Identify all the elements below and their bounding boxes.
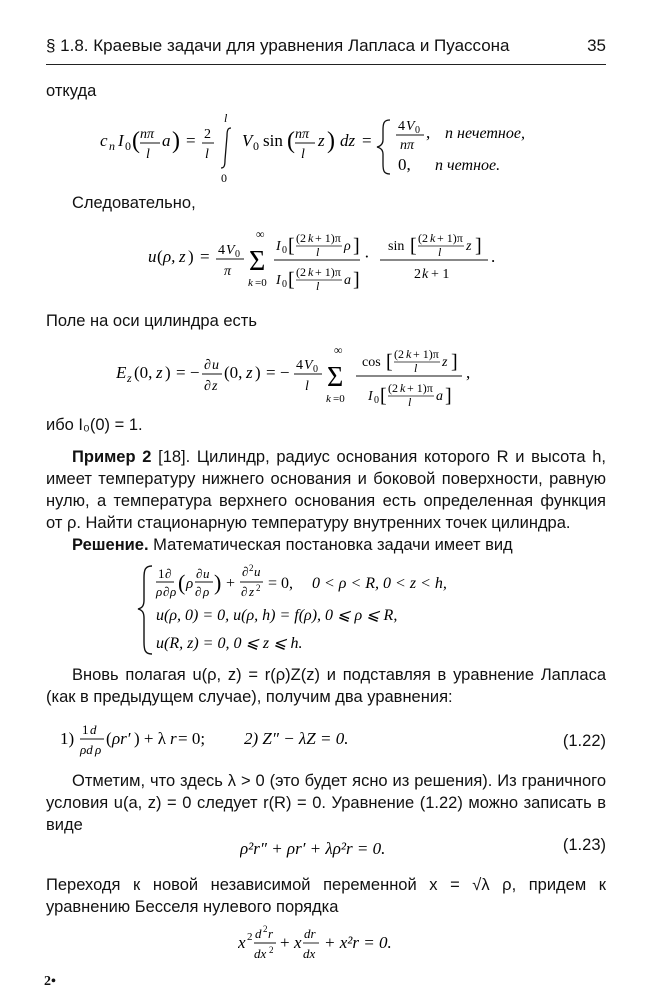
- svg-text:∂: ∂: [242, 564, 249, 579]
- svg-text:0: 0: [282, 245, 287, 256]
- equation-number-1-23: (1.23): [562, 836, 606, 854]
- svg-text:[: [: [288, 235, 295, 257]
- svg-text:d: d: [255, 926, 262, 941]
- svg-text:l: l: [146, 147, 150, 162]
- svg-text:): ): [214, 570, 222, 595]
- svg-text:=: =: [186, 131, 196, 150]
- svg-text:+ 1)π: + 1)π: [413, 347, 439, 361]
- section-title: § 1.8. Краевые задачи для уравнения Лапласа и Пуассона: [46, 36, 510, 55]
- svg-text:l: l: [438, 245, 442, 259]
- svg-text:π: π: [224, 264, 232, 279]
- svg-text:I: I: [118, 131, 124, 150]
- svg-text:+: +: [226, 575, 236, 592]
- svg-text:l: l: [205, 147, 209, 162]
- paragraph-otkuda: откуда: [46, 82, 97, 100]
- svg-text:u: u: [254, 564, 261, 579]
- solution-body: Математическая постановка задачи имеет вид: [148, 536, 513, 554]
- svg-text:]: ]: [353, 269, 360, 291]
- paragraph-otmetim: Отметим, что здесь λ > 0 (это будет ясно из решения). Из граничного условия u(a, z) = 0 следует r(R) = 0. Уравнение (1.22) можно записать в виде: [46, 772, 606, 834]
- svg-text:V: V: [242, 131, 253, 150]
- svg-text:∂: ∂: [204, 358, 211, 373]
- svg-text:l: l: [414, 361, 418, 375]
- svg-text:nπ: nπ: [295, 127, 310, 142]
- equation-number-1-22: (1.22): [562, 732, 606, 750]
- svg-text:): ): [255, 363, 261, 382]
- svg-text:x: x: [294, 933, 302, 952]
- svg-text:2: 2: [204, 127, 211, 142]
- svg-text:nπ: nπ: [400, 138, 415, 153]
- svg-text:): ): [165, 363, 171, 382]
- svg-text:ρ: ρ: [156, 584, 163, 599]
- svg-text:ρ: ρ: [186, 576, 194, 592]
- svg-text:∞: ∞: [256, 227, 265, 241]
- svg-text:2: 2: [247, 931, 253, 943]
- svg-text:ρ: ρ: [203, 584, 210, 599]
- svg-text:(0,: (0,: [134, 363, 153, 382]
- example-label: Пример 2: [72, 448, 152, 466]
- svg-text:k: k: [422, 267, 429, 282]
- svg-text:∂: ∂: [241, 584, 248, 599]
- svg-text:.: .: [491, 247, 496, 266]
- case-odd-label: n нечетное,: [445, 125, 525, 142]
- svg-text:x: x: [238, 933, 246, 952]
- svg-text:r: r: [170, 729, 177, 748]
- svg-text:) + λ: ) + λ: [134, 729, 166, 748]
- paragraph-sledovatelno: Следовательно,: [72, 194, 196, 212]
- svg-text:a: a: [344, 273, 351, 288]
- svg-text:ρr′: ρr′: [112, 729, 131, 748]
- svg-text:1: 1: [158, 566, 165, 581]
- svg-text:u: u: [203, 566, 210, 581]
- svg-text:(: (: [132, 128, 140, 154]
- svg-text:c: c: [100, 131, 108, 150]
- svg-text:k: k: [308, 231, 314, 245]
- svg-text:V: V: [304, 358, 313, 373]
- svg-text:2: 2: [414, 267, 421, 282]
- svg-text:+ 1)π: + 1)π: [437, 231, 463, 245]
- eq123-text: ρ²r″ + ρr′ + λρ²r = 0.: [240, 839, 386, 858]
- svg-text:E: E: [116, 363, 127, 382]
- case-even-label: n четное.: [435, 157, 501, 174]
- formula-1-22: [60, 716, 400, 762]
- svg-text:sin: sin: [388, 239, 405, 254]
- svg-text:nπ: nπ: [140, 127, 155, 142]
- svg-text:l: l: [316, 245, 320, 259]
- svg-text:Σ: Σ: [249, 246, 266, 277]
- svg-text:sin: sin: [263, 131, 283, 150]
- svg-text:ρ: ρ: [170, 584, 177, 599]
- example-body: [18]. Цилиндр, радиус основания которого R и высота h, имеет температуру нижнего основания и боковой поверхности, равную нулю, а температура верхнего основания есть определенная функция от ρ. Найти стационарную температуру внутренних точек цилиндра.: [46, 448, 606, 532]
- svg-text:k: k: [400, 381, 406, 395]
- svg-text:z: z: [127, 371, 132, 385]
- svg-text:1): 1): [60, 729, 75, 748]
- svg-text:z: z: [246, 363, 253, 382]
- svg-text:4: 4: [218, 243, 225, 258]
- paragraph-vnov: Вновь полагая u(ρ, z) = r(ρ)Z(z) и подставляя в уравнение Лапласа (как в предыдущем случае), получим два уравнения:: [46, 666, 606, 706]
- svg-text:ρd: ρd: [80, 742, 93, 757]
- formula-cn: [100, 108, 560, 188]
- svg-text:=0: =0: [255, 277, 267, 289]
- svg-text:0: 0: [253, 139, 259, 153]
- svg-text:(2: (2: [418, 231, 428, 245]
- svg-text:+: +: [280, 933, 290, 952]
- svg-text:z: z: [442, 355, 448, 370]
- svg-text:2: 2: [249, 563, 254, 573]
- svg-text:dx: dx: [303, 946, 316, 961]
- signature-mark: 2•: [44, 974, 56, 989]
- header-divider: [46, 64, 606, 65]
- svg-text:V: V: [226, 243, 235, 258]
- svg-text:]: ]: [353, 235, 360, 257]
- system-line2: u(ρ, 0) = 0, u(ρ, h) = f(ρ), 0 ⩽ ρ ⩽ R,: [156, 607, 398, 624]
- svg-text:(2: (2: [394, 347, 404, 361]
- svg-text:∂: ∂: [195, 584, 202, 599]
- svg-text:I: I: [276, 273, 281, 288]
- paragraph-pole: Поле на оси цилиндра есть: [46, 312, 257, 330]
- formula-1-23: [240, 830, 460, 862]
- svg-text:): ): [172, 128, 180, 154]
- svg-text:= 0;: = 0;: [178, 729, 206, 748]
- svg-text:l: l: [408, 395, 412, 409]
- svg-text:0: 0: [221, 171, 227, 185]
- svg-text:[: [: [410, 235, 417, 257]
- svg-text:l: l: [316, 279, 320, 293]
- svg-text:+ 1)π: + 1)π: [315, 265, 341, 279]
- svg-text:2: 2: [263, 924, 268, 934]
- svg-text:k: k: [326, 393, 331, 405]
- svg-text:z: z: [212, 379, 218, 394]
- svg-text:= −: = −: [176, 363, 200, 382]
- svg-text:z: z: [249, 584, 255, 599]
- svg-text:cos: cos: [362, 355, 381, 370]
- svg-text:=: =: [200, 247, 210, 266]
- svg-text:): ): [188, 247, 194, 266]
- svg-text:]: ]: [475, 235, 482, 257]
- svg-text:(: (: [157, 247, 163, 266]
- svg-text:0: 0: [235, 249, 240, 260]
- svg-text:[: [: [386, 351, 393, 373]
- svg-text:I: I: [368, 389, 373, 404]
- svg-text:∂: ∂: [204, 379, 211, 394]
- svg-text:(: (: [287, 128, 295, 154]
- svg-text:(2: (2: [388, 381, 398, 395]
- paragraph-example-2: [46, 446, 606, 534]
- system-line1-conditions: 0 < ρ < R, 0 < z < h,: [312, 575, 447, 592]
- solution-label: Решение.: [72, 536, 149, 554]
- svg-text:+ 1)π: + 1)π: [407, 381, 433, 395]
- svg-text:∂: ∂: [163, 584, 170, 599]
- svg-text:dz: dz: [340, 131, 356, 150]
- svg-text:2: 2: [256, 583, 261, 593]
- svg-text:1: 1: [82, 722, 89, 737]
- svg-text:z: z: [318, 131, 325, 150]
- svg-text:z: z: [466, 239, 472, 254]
- svg-text:k: k: [406, 347, 412, 361]
- svg-text:4: 4: [296, 358, 303, 373]
- svg-text:ρ: ρ: [344, 239, 351, 254]
- svg-text:= 0,: = 0,: [268, 575, 294, 592]
- svg-text:k: k: [430, 231, 436, 245]
- page-number: 35: [587, 36, 606, 55]
- svg-text:∂: ∂: [165, 566, 172, 581]
- svg-text:(0,: (0,: [224, 363, 243, 382]
- svg-text:Σ: Σ: [327, 362, 344, 393]
- paragraph-perehodya: Переходя к новой независимой переменной x = √λ ρ, придем к уравнению Бесселя нулевого порядка: [46, 876, 606, 916]
- svg-text:): ): [327, 128, 335, 154]
- svg-text:l: l: [224, 111, 228, 125]
- svg-text:=: =: [362, 131, 372, 150]
- svg-text:a: a: [436, 389, 443, 404]
- svg-text:[: [: [380, 385, 387, 407]
- svg-text:V: V: [406, 119, 415, 134]
- svg-text:= −: = −: [266, 363, 290, 382]
- svg-text:0: 0: [125, 139, 131, 153]
- svg-text:]: ]: [451, 351, 458, 373]
- svg-text:]: ]: [445, 385, 452, 407]
- svg-text:l: l: [301, 147, 305, 162]
- svg-text:z: z: [179, 247, 186, 266]
- svg-text:k: k: [248, 277, 253, 289]
- svg-text:(: (: [178, 570, 186, 595]
- svg-text:·: ·: [364, 247, 370, 266]
- formula-u-series: [148, 220, 518, 302]
- paragraph-solution: [46, 534, 606, 556]
- bessel-tail: + x²r = 0.: [324, 933, 392, 952]
- svg-text:0: 0: [415, 125, 420, 136]
- svg-text:,: ,: [426, 123, 431, 142]
- eq122-part2: 2) Z″ − λZ = 0.: [244, 729, 349, 748]
- svg-text:[: [: [288, 269, 295, 291]
- svg-text:(2: (2: [296, 231, 306, 245]
- svg-text:z: z: [156, 363, 163, 382]
- formula-bessel: [238, 918, 428, 968]
- svg-text:2: 2: [269, 945, 274, 955]
- svg-text:l: l: [305, 379, 309, 394]
- svg-text:0: 0: [374, 395, 379, 406]
- svg-text:a: a: [162, 131, 171, 150]
- svg-text:4: 4: [398, 119, 405, 134]
- svg-text:dx: dx: [254, 946, 267, 961]
- svg-text:(: (: [106, 729, 112, 748]
- svg-text:ρ,: ρ,: [163, 247, 176, 266]
- svg-text:(2: (2: [296, 265, 306, 279]
- system-line3: u(R, z) = 0, 0 ⩽ z ⩽ h.: [156, 635, 303, 652]
- svg-text:=0: =0: [333, 393, 345, 405]
- svg-text:u: u: [148, 247, 157, 266]
- svg-text:u: u: [212, 358, 219, 373]
- paragraph-ibo: ибо I₀(0) = 1.: [46, 416, 143, 434]
- svg-text:ρ: ρ: [95, 742, 102, 757]
- svg-text:0: 0: [313, 364, 318, 375]
- formula-Ez: [116, 336, 516, 416]
- svg-text:∂: ∂: [196, 566, 203, 581]
- svg-text:dr: dr: [304, 926, 316, 941]
- svg-text:0,: 0,: [398, 155, 411, 174]
- formula-system: [136, 560, 536, 660]
- svg-text:d: d: [90, 722, 97, 737]
- svg-text:r: r: [268, 926, 274, 941]
- svg-text:n: n: [109, 139, 115, 153]
- svg-text:0: 0: [282, 279, 287, 290]
- svg-text:∞: ∞: [334, 343, 343, 357]
- svg-text:k: k: [308, 265, 314, 279]
- svg-text:I: I: [276, 239, 281, 254]
- svg-text:,: ,: [466, 363, 471, 382]
- svg-text:+ 1: + 1: [431, 267, 450, 282]
- svg-text:+ 1)π: + 1)π: [315, 231, 341, 245]
